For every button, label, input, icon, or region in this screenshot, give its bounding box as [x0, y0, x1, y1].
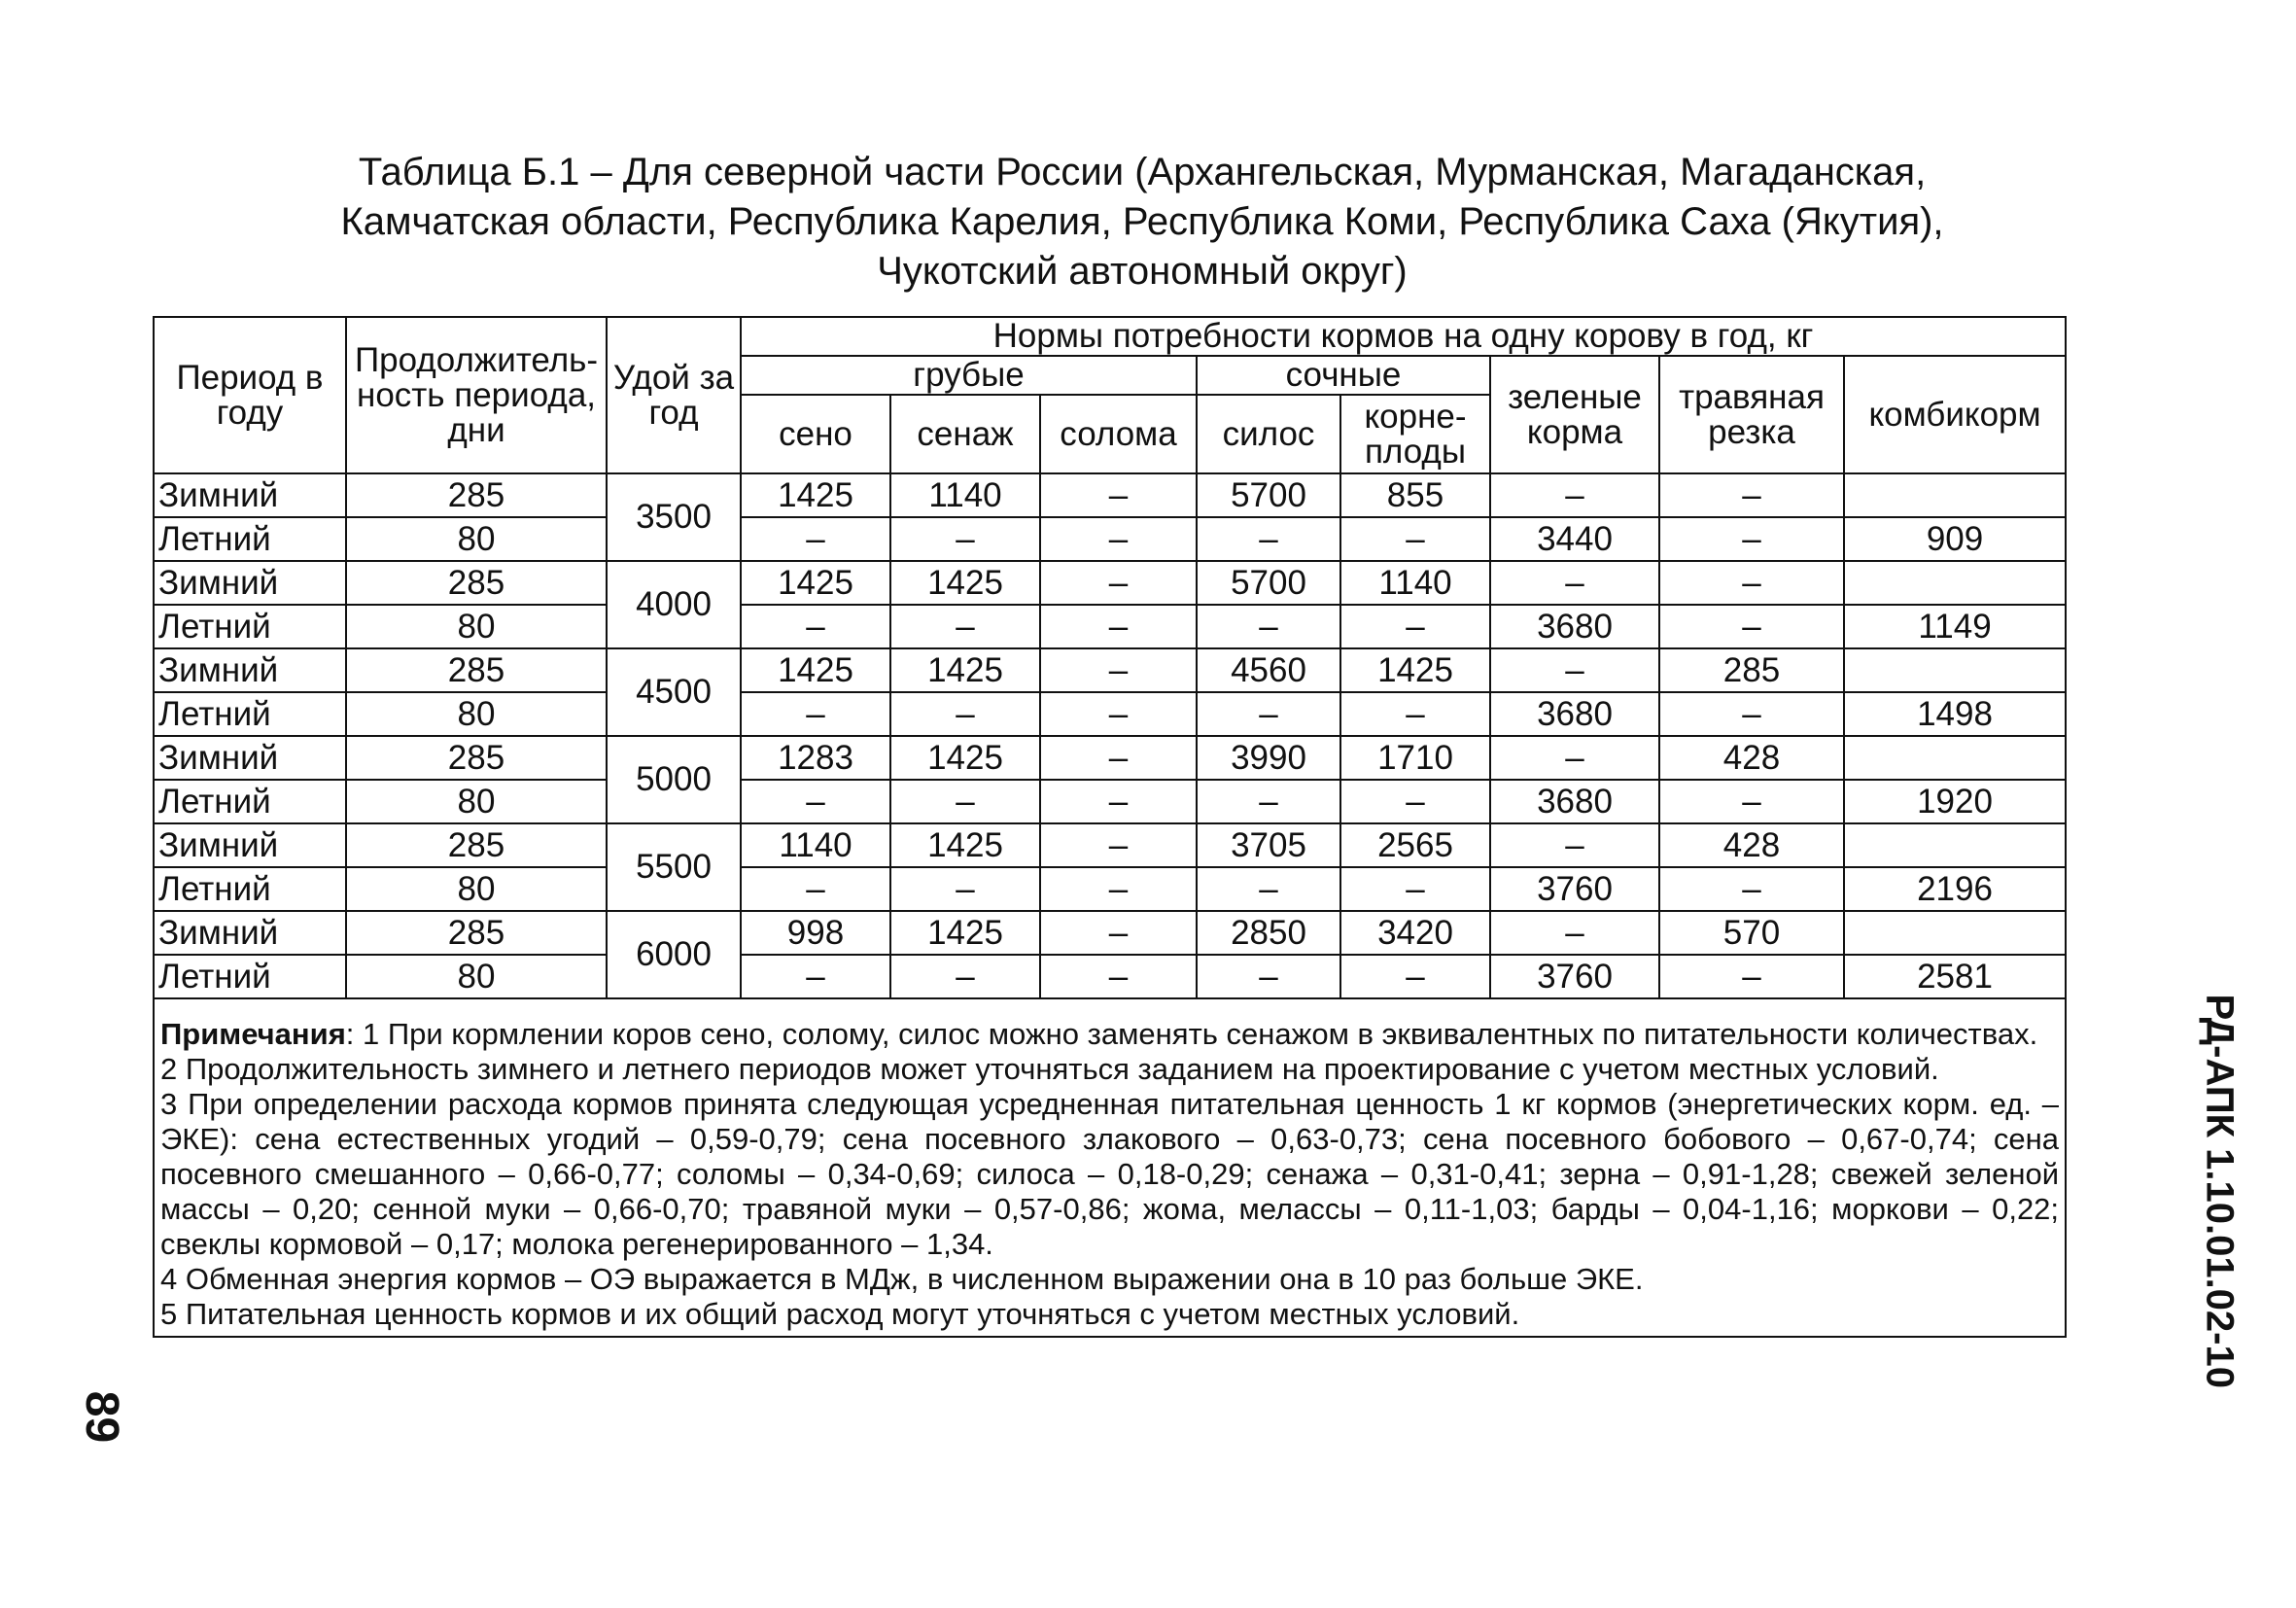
cell-haylage: –: [890, 517, 1040, 561]
cell-straw: –: [1040, 561, 1197, 605]
table-notes: [154, 998, 2066, 1337]
cell-green: 3680: [1490, 692, 1659, 736]
header-coarse: грубые: [741, 356, 1197, 395]
header-silage: силос: [1197, 395, 1340, 473]
cell-duration: 80: [346, 692, 607, 736]
title-line-3: Чукотский автономный округ): [877, 250, 1408, 293]
cell-compound: 2196: [1844, 867, 2066, 911]
cell-haylage: 1425: [890, 736, 1040, 780]
header-period: Период в году: [154, 317, 346, 473]
note-1: [160, 1017, 2059, 1052]
cell-grass: –: [1659, 955, 1844, 998]
cell-green: –: [1490, 911, 1659, 955]
cell-duration: 285: [346, 736, 607, 780]
cell-duration: 285: [346, 561, 607, 605]
cell-straw: –: [1040, 955, 1197, 998]
cell-green: 3760: [1490, 867, 1659, 911]
cell-period: Зимний: [154, 648, 346, 692]
cell-silage: 5700: [1197, 473, 1340, 517]
cell-silage: –: [1197, 605, 1340, 648]
table-title: [194, 148, 2090, 297]
cell-grass: 285: [1659, 648, 1844, 692]
cell-grass: 428: [1659, 823, 1844, 867]
table-head: [154, 317, 2066, 473]
header-compound-feed: комбикорм: [1844, 356, 2066, 473]
cell-compound: 909: [1844, 517, 2066, 561]
cell-hay: –: [741, 780, 890, 823]
cell-hay: 1425: [741, 648, 890, 692]
header-root-crops: корне-плоды: [1340, 395, 1490, 473]
notes-label: Примечания: [160, 1017, 346, 1051]
table-row: [154, 648, 2066, 692]
cell-milk-yield: 4500: [607, 648, 741, 736]
table-row: [154, 736, 2066, 780]
cell-haylage: –: [890, 605, 1040, 648]
header-duration: Продолжитель-ность периода, дни: [346, 317, 607, 473]
cell-grass: –: [1659, 692, 1844, 736]
cell-period: Летний: [154, 780, 346, 823]
page-number: 89: [76, 1390, 128, 1444]
cell-grass: –: [1659, 605, 1844, 648]
cell-silage: 5700: [1197, 561, 1340, 605]
cell-straw: –: [1040, 648, 1197, 692]
cell-grass: –: [1659, 780, 1844, 823]
cell-compound: 1920: [1844, 780, 2066, 823]
cell-silage: 3705: [1197, 823, 1340, 867]
cell-straw: –: [1040, 780, 1197, 823]
cell-silage: 2850: [1197, 911, 1340, 955]
cell-green: –: [1490, 736, 1659, 780]
header-green-fodder: зеленые корма: [1490, 356, 1659, 473]
cell-roots: 1710: [1340, 736, 1490, 780]
cell-milk-yield: 5500: [607, 823, 741, 911]
cell-hay: 1425: [741, 473, 890, 517]
cell-roots: 1140: [1340, 561, 1490, 605]
cell-straw: –: [1040, 517, 1197, 561]
table-row: [154, 867, 2066, 911]
cell-silage: –: [1197, 780, 1340, 823]
cell-duration: 80: [346, 605, 607, 648]
cell-grass: –: [1659, 867, 1844, 911]
cell-green: –: [1490, 648, 1659, 692]
title-line-1: Таблица Б.1 – Для северной части России (Архангельская, Мурманская, Магаданская,: [358, 151, 1927, 193]
feed-norms-table: [153, 316, 2067, 1338]
cell-duration: 285: [346, 648, 607, 692]
header-succulent: сочные: [1197, 356, 1490, 395]
cell-straw: –: [1040, 736, 1197, 780]
cell-duration: 285: [346, 911, 607, 955]
cell-roots: –: [1340, 517, 1490, 561]
note-3: 3 При определении расхода кормов принята следующая усредненная питательная ценность 1 кг кормов (энергетических корм. ед. – ЭКЕ): сена естественных угодий – 0,59-0,79; сена посевного злакового – 0,63-0,73; сена посевного бобового – 0,67-0,74; сена посевного смешанного – 0,66-0,77; соломы – 0,34-0,69; силоса – 0,18-0,29; сенажа – 0,31-0,41; зерна – 0,91-1,28; свежей зеленой массы – 0,20; сенной муки – 0,66-0,70; травяной муки – 0,57-0,86; жома, мелассы – 0,11-1,03; барды – 0,04-1,16; моркови – 0,22; свеклы кормовой – 0,17; молока регенерированного – 1,34.: [160, 1087, 2060, 1261]
table-row: [154, 473, 2066, 517]
table-row: [154, 911, 2066, 955]
table-row: [154, 955, 2066, 998]
cell-roots: 1425: [1340, 648, 1490, 692]
cell-green: 3680: [1490, 780, 1659, 823]
cell-duration: 80: [346, 867, 607, 911]
table-body: [154, 473, 2066, 998]
cell-silage: –: [1197, 692, 1340, 736]
cell-green: –: [1490, 561, 1659, 605]
cell-silage: –: [1197, 955, 1340, 998]
table-row: [154, 780, 2066, 823]
cell-period: Летний: [154, 605, 346, 648]
cell-duration: 285: [346, 473, 607, 517]
cell-milk-yield: 4000: [607, 561, 741, 648]
cell-period: Летний: [154, 867, 346, 911]
cell-silage: 3990: [1197, 736, 1340, 780]
cell-milk-yield: 3500: [607, 473, 741, 561]
cell-green: 3680: [1490, 605, 1659, 648]
cell-straw: –: [1040, 605, 1197, 648]
note-1-text: : 1 При кормлении коров сено, солому, силос можно заменять сенажом в эквивалентных по питательности количествах.: [345, 1017, 2038, 1051]
cell-hay: –: [741, 955, 890, 998]
cell-green: 3760: [1490, 955, 1659, 998]
cell-haylage: 1425: [890, 823, 1040, 867]
notes-cell: [154, 998, 2066, 1337]
cell-silage: –: [1197, 517, 1340, 561]
cell-haylage: 1140: [890, 473, 1040, 517]
cell-period: Летний: [154, 517, 346, 561]
header-straw: солома: [1040, 395, 1197, 473]
title-line-2: Камчатская области, Республика Карелия, Республика Коми, Республика Саха (Якутия),: [340, 200, 1944, 243]
cell-hay: –: [741, 867, 890, 911]
header-haylage: сенаж: [890, 395, 1040, 473]
note-4: 4 Обменная энергия кормов – ОЭ выражается в МДж, в численном выражении она в 10 раз больше ЭКЕ.: [160, 1262, 1644, 1296]
cell-roots: –: [1340, 955, 1490, 998]
document-code: РД-АПК 1.10.01.02-10: [2198, 994, 2242, 1388]
cell-grass: 570: [1659, 911, 1844, 955]
cell-haylage: –: [890, 955, 1040, 998]
cell-milk-yield: 5000: [607, 736, 741, 823]
cell-grass: –: [1659, 473, 1844, 517]
header-grass-cut: травяная резка: [1659, 356, 1844, 473]
cell-hay: –: [741, 692, 890, 736]
cell-period: Летний: [154, 955, 346, 998]
cell-roots: 855: [1340, 473, 1490, 517]
cell-grass: –: [1659, 561, 1844, 605]
cell-hay: 1140: [741, 823, 890, 867]
cell-period: Зимний: [154, 736, 346, 780]
cell-hay: 1283: [741, 736, 890, 780]
cell-period: Летний: [154, 692, 346, 736]
cell-green: –: [1490, 473, 1659, 517]
cell-haylage: 1425: [890, 561, 1040, 605]
cell-roots: –: [1340, 692, 1490, 736]
cell-compound: 1498: [1844, 692, 2066, 736]
cell-straw: –: [1040, 823, 1197, 867]
cell-period: Зимний: [154, 473, 346, 517]
cell-compound: [1844, 911, 2066, 955]
cell-silage: 4560: [1197, 648, 1340, 692]
cell-period: Зимний: [154, 823, 346, 867]
cell-compound: 2581: [1844, 955, 2066, 998]
cell-grass: –: [1659, 517, 1844, 561]
cell-haylage: 1425: [890, 648, 1040, 692]
cell-duration: 285: [346, 823, 607, 867]
cell-milk-yield: 6000: [607, 911, 741, 998]
cell-compound: [1844, 473, 2066, 517]
cell-compound: [1844, 561, 2066, 605]
cell-hay: –: [741, 517, 890, 561]
note-2: 2 Продолжительность зимнего и летнего периодов может уточняться заданием на проектирование с учетом местных условий.: [160, 1052, 1939, 1086]
header-milk-yield: Удой за год: [607, 317, 741, 473]
table-row: [154, 823, 2066, 867]
cell-duration: 80: [346, 780, 607, 823]
cell-compound: 1149: [1844, 605, 2066, 648]
cell-silage: –: [1197, 867, 1340, 911]
note-5: 5 Питательная ценность кормов и их общий расход могут уточняться с учетом местных условий.: [160, 1297, 1520, 1331]
cell-roots: –: [1340, 780, 1490, 823]
cell-compound: [1844, 823, 2066, 867]
cell-duration: 80: [346, 955, 607, 998]
cell-haylage: –: [890, 780, 1040, 823]
cell-haylage: –: [890, 692, 1040, 736]
table-row: [154, 517, 2066, 561]
cell-hay: 998: [741, 911, 890, 955]
table-row: [154, 561, 2066, 605]
cell-straw: –: [1040, 692, 1197, 736]
cell-roots: –: [1340, 867, 1490, 911]
cell-haylage: 1425: [890, 911, 1040, 955]
cell-compound: [1844, 736, 2066, 780]
cell-straw: –: [1040, 473, 1197, 517]
cell-grass: 428: [1659, 736, 1844, 780]
cell-roots: 2565: [1340, 823, 1490, 867]
table-row: [154, 605, 2066, 648]
cell-hay: –: [741, 605, 890, 648]
cell-straw: –: [1040, 867, 1197, 911]
cell-green: –: [1490, 823, 1659, 867]
table-row: [154, 692, 2066, 736]
cell-period: Зимний: [154, 911, 346, 955]
cell-compound: [1844, 648, 2066, 692]
cell-hay: 1425: [741, 561, 890, 605]
cell-period: Зимний: [154, 561, 346, 605]
cell-green: 3440: [1490, 517, 1659, 561]
header-hay: сено: [741, 395, 890, 473]
cell-roots: –: [1340, 605, 1490, 648]
cell-straw: –: [1040, 911, 1197, 955]
header-norms: Нормы потребности кормов на одну корову в год, кг: [741, 317, 2066, 356]
cell-roots: 3420: [1340, 911, 1490, 955]
cell-duration: 80: [346, 517, 607, 561]
cell-haylage: –: [890, 867, 1040, 911]
